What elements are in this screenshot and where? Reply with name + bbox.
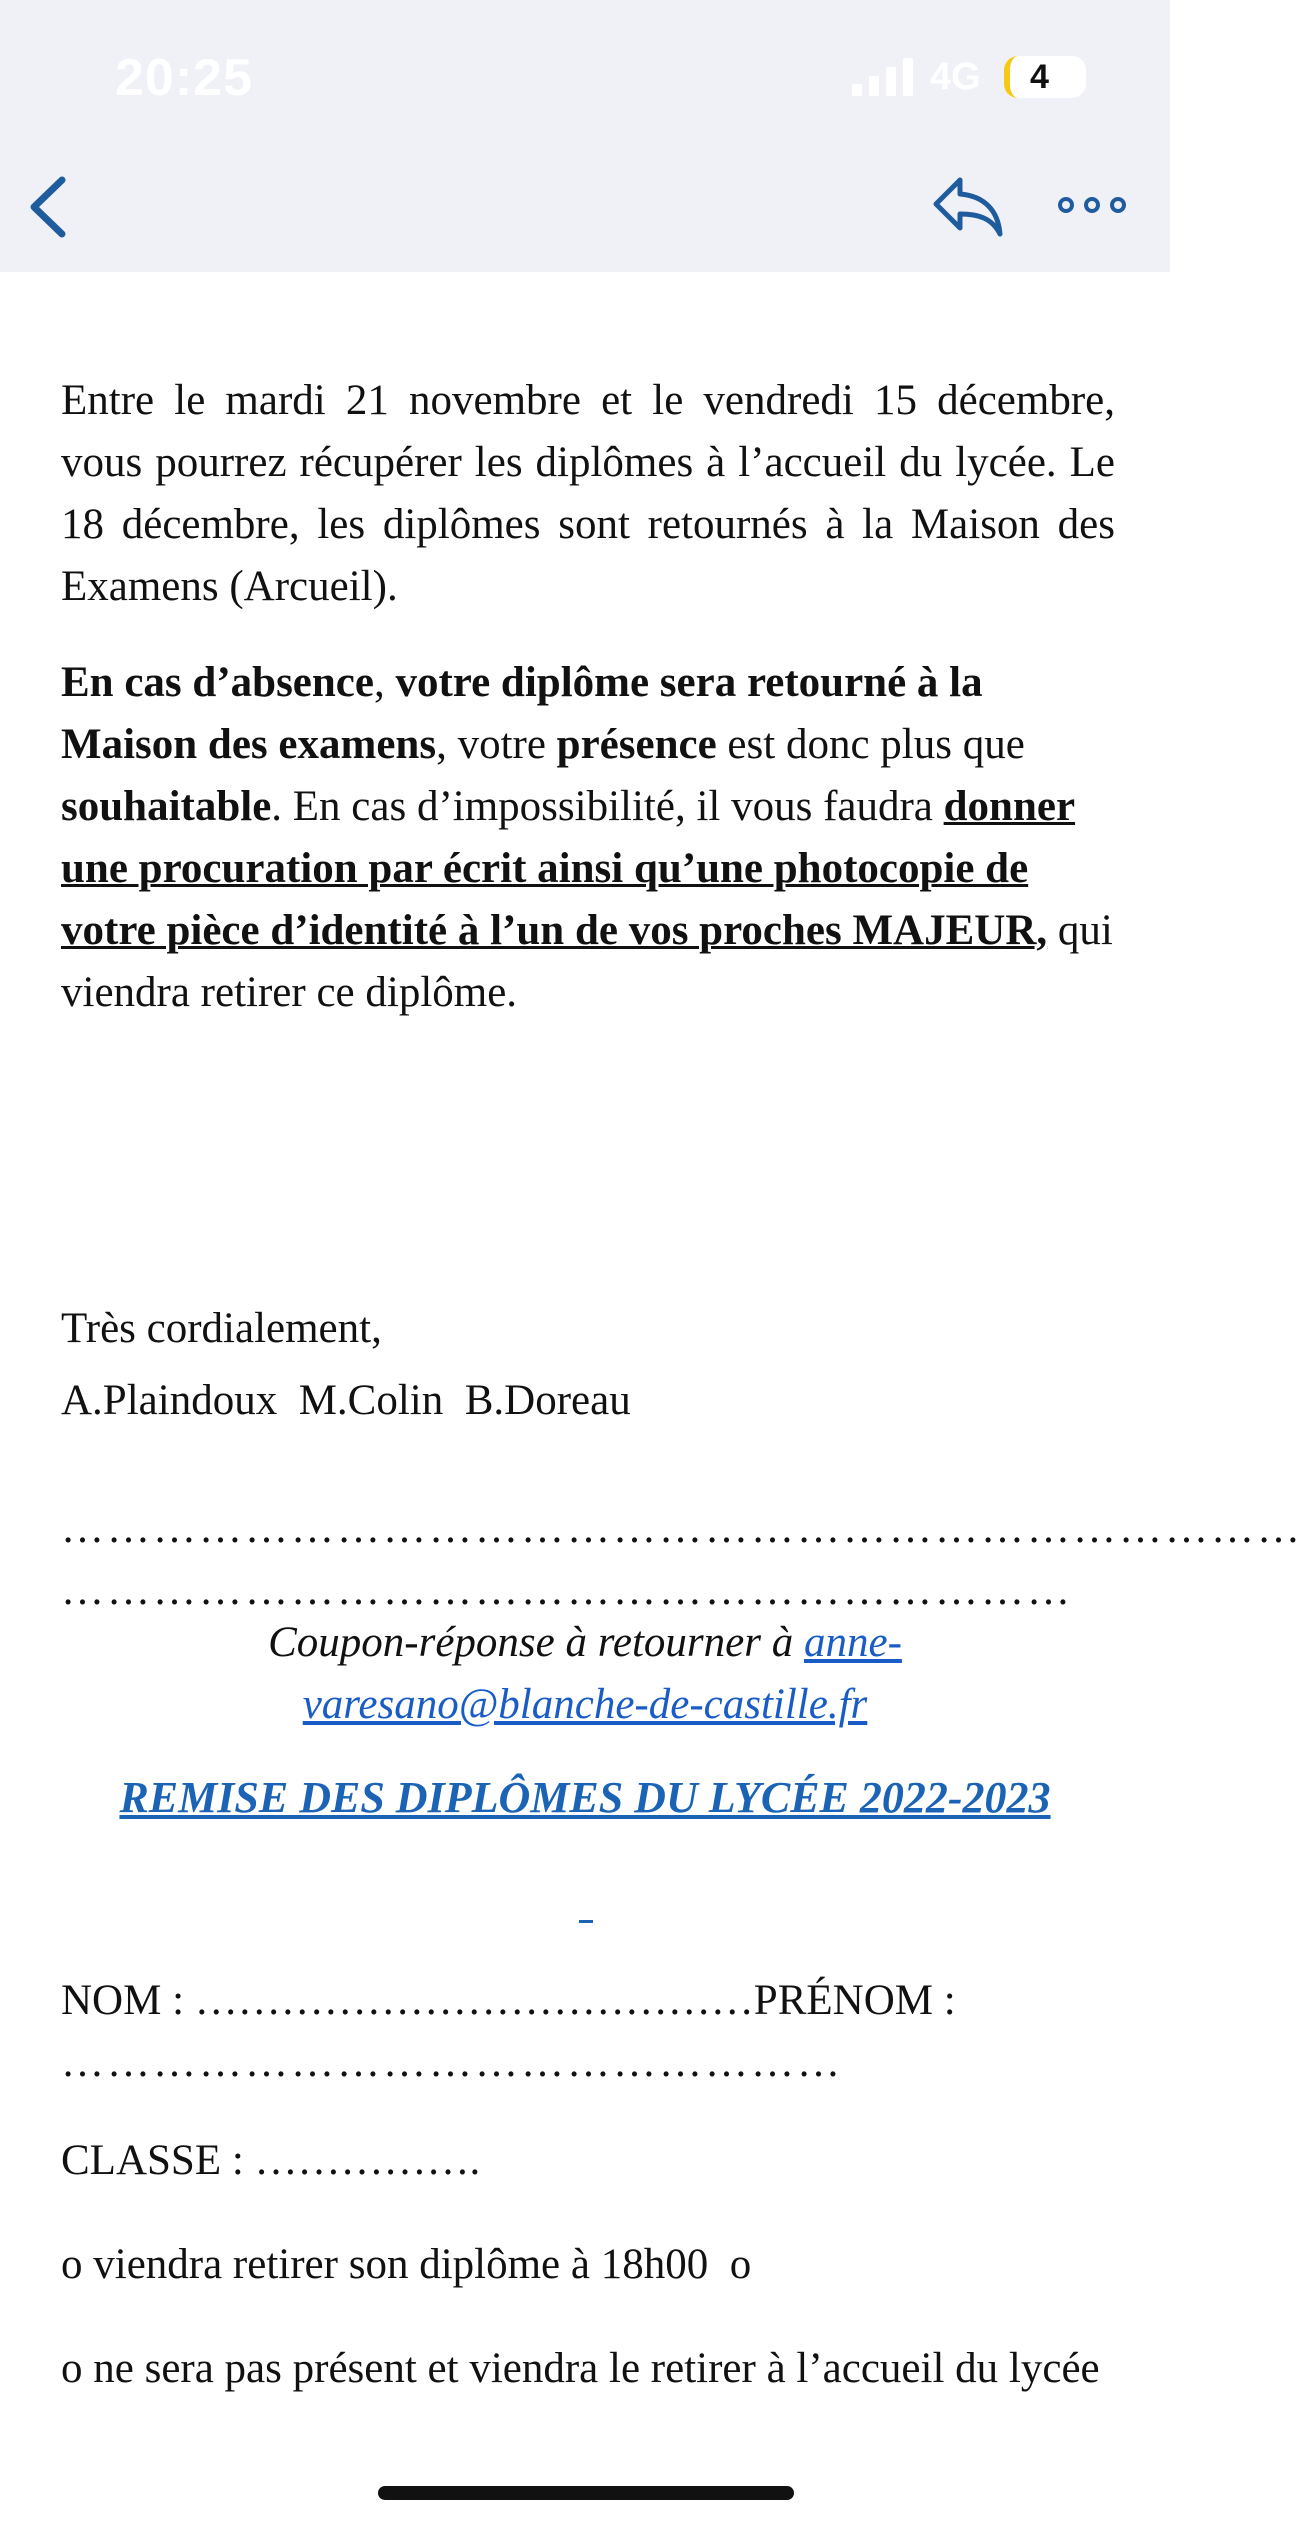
chevron-left-icon[interactable] xyxy=(22,172,74,242)
divider xyxy=(579,1920,593,1923)
form-name-line: NOM : …………………………………PRÉNOM : xyxy=(61,1977,956,2024)
form-option-absent: o ne sera pas présent et viendra le retirer à l’accueil du lycée xyxy=(61,2345,1100,2392)
top-bar xyxy=(0,0,1170,272)
reply-icon[interactable] xyxy=(930,174,1006,238)
dotted-separator: ……………………………………………………………………… xyxy=(61,1505,1303,1552)
form-option-attend: o viendra retirer son diplôme à 18h00 o xyxy=(61,2241,752,2288)
coupon-email-link[interactable]: anne-varesano@blanche-de-castille.fr xyxy=(302,1619,902,1728)
return-notice: votre diplôme sera retourné à la Maison des examens xyxy=(61,659,983,768)
signatures: A.Plaindoux M.Colin B.Doreau xyxy=(61,1377,631,1424)
battery-level: 4 xyxy=(1030,58,1049,96)
absence-label: En cas d’absence xyxy=(61,659,374,706)
closing-line: Très cordialement, xyxy=(61,1305,382,1352)
text-fragment: qui viendra retirer ce diplôme. xyxy=(61,907,1113,1016)
text-fragment: , votre xyxy=(436,721,557,768)
desirable-word: souhaitable xyxy=(61,783,272,830)
status-time: 20:25 xyxy=(115,49,253,107)
network-type: 4G xyxy=(930,56,981,98)
text-fragment: . En cas d’impossibilité, il vous faudra xyxy=(271,783,944,830)
form-class-line: CLASSE : ……………. xyxy=(61,2137,481,2184)
home-indicator[interactable] xyxy=(378,2486,794,2500)
text-fragment: est donc plus que xyxy=(716,721,1025,768)
text-fragment: , xyxy=(373,659,396,706)
dotted-separator: ………………………………………………………… xyxy=(61,1567,1073,1614)
form-name-dots: …………………………………………… xyxy=(61,2039,843,2086)
proxy-instruction: donner une procuration par écrit ainsi qu’une photocopie de votre pièce d’identité à l’un de vos proches MAJEUR, xyxy=(61,783,1076,954)
paragraph-absence xyxy=(61,652,1115,1024)
coupon-text: Coupon-réponse à retourner à xyxy=(268,1619,804,1666)
ellipsis-icon[interactable] xyxy=(1056,190,1128,220)
form-title: REMISE DES DIPLÔMES DU LYCÉE 2022-2023 xyxy=(119,1773,1051,1822)
signal-strength-icon xyxy=(852,58,916,96)
presence-word: présence xyxy=(556,721,717,768)
paragraph-dates: Entre le mardi 21 novembre et le vendredi 15 décembre, vous pourrez récupérer les diplômes à l’accueil du lycée. Le 18 décembre, les diplômes sont retournés à la Maison des Examens (Arcueil). xyxy=(61,377,1115,610)
battery-icon xyxy=(1004,56,1086,98)
coupon-instruction xyxy=(200,1612,970,1736)
